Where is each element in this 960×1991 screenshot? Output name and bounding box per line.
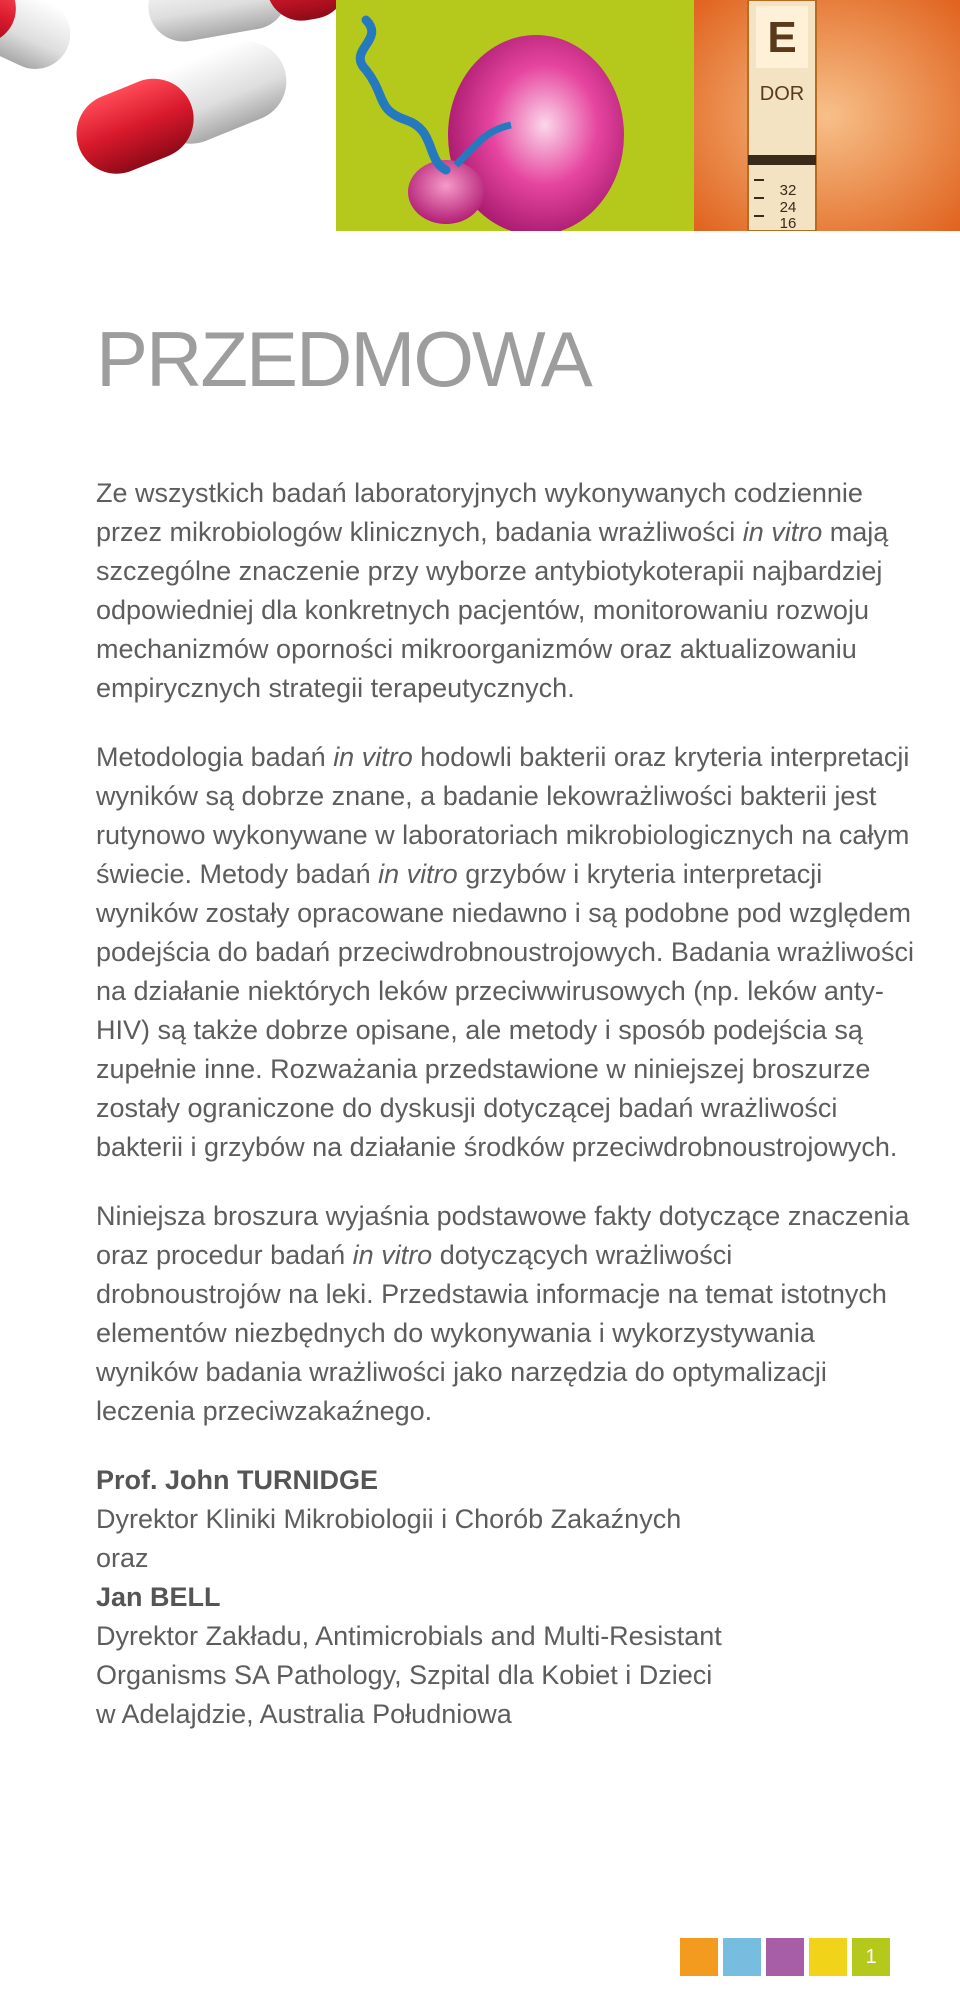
color-square-yellow — [809, 1938, 847, 1976]
strip-number-1: 32 — [779, 182, 797, 199]
author-2-name: Jan BELL — [96, 1582, 221, 1612]
header-banner — [0, 0, 960, 231]
signature-connector: oraz — [96, 1543, 149, 1573]
color-square-orange — [680, 1938, 718, 1976]
strip-letter: E — [767, 13, 797, 62]
paragraph-1 — [96, 474, 916, 708]
signature-block — [96, 1461, 916, 1734]
strip-number-2: 24 — [779, 199, 797, 216]
paragraph-2 — [96, 738, 916, 1167]
author-2-role-line: w Adelajdzie, Australia Południowa — [96, 1699, 512, 1729]
text-segment: Niniejsza broszura wyjaśnia podstawowe fakty dotyczące znaczenia oraz procedur badań — [96, 1201, 910, 1270]
color-square-purple — [766, 1938, 804, 1976]
italic-term: in vitro — [378, 859, 458, 889]
italic-term: in vitro — [333, 742, 413, 772]
strip-label: DOR — [759, 83, 805, 105]
etest-strip-image — [694, 0, 960, 231]
italic-term: in vitro — [742, 517, 823, 547]
author-2-role-line: Organisms SA Pathology, Szpital dla Kobiet i Dzieci — [96, 1660, 713, 1690]
italic-term: in vitro — [352, 1240, 433, 1270]
paragraph-3 — [96, 1197, 916, 1431]
author-2-role-line: Dyrektor Zakładu, Antimicrobials and Multi-Resistant — [96, 1621, 722, 1651]
text-segment: grzybów i kryteria interpretacji wyników zostały opracowane niedawno i są podobne pod względem podejścia do badań przeciwdrobnoustrojowych. Badania wrażliwości na działanie niektórych leków przeciwwirusowych (np. leków anty-HIV) są także dobrze opisane, ale metody i sposób podejścia są zupełnie inne. Rozważania przedstawione w niniejszej broszurze zostały ograniczone do dyskusji dotyczącej badań wrażliwości bakterii i grzybów na działanie środków przeciwdrobnoustrojowych. — [96, 859, 914, 1162]
text-segment: hodowli bakterii oraz kryteria interpretacji wyników są dobrze znane, a badanie lekowrażliwości bakterii jest rutynowo wykonywane w laboratoriach mikrobiologicznych na całym świecie. Metody badań — [96, 742, 910, 889]
pills-image — [0, 0, 336, 231]
text-segment: mają szczególne znaczenie przy wyborze antybiotykoterapii najbardziej odpowiedniej dla konkretnych pacjentów, monitorowaniu rozwoju mechanizmów oporności mikroorganizmów oraz aktualizowaniu empirycznych strategii terapeutycznych. — [96, 517, 889, 703]
author-1-name: Prof. John TURNIDGE — [96, 1465, 378, 1495]
microorganism-image — [336, 0, 694, 231]
body-text — [96, 474, 916, 1734]
text-segment: Metodologia badań — [96, 742, 334, 772]
page-title: PRZEDMOWA — [96, 315, 591, 403]
page-number: 1 — [852, 1938, 890, 1976]
color-square-blue — [723, 1938, 761, 1976]
text-segment: Ze wszystkich badań laboratoryjnych wykonywanych codziennie przez mikrobiologów klinicznych, badania wrażliwości — [96, 478, 863, 547]
strip-number-3: 16 — [779, 215, 797, 231]
text-segment: dotyczących wrażliwości drobnoustrojów na leki. Przedstawia informacje na temat istotnych elementów niezbędnych do wykonywania i wykorzystywania wyników badania wrażliwości jako narzędzia do optymalizacji leczenia przeciwzakaźnego. — [96, 1240, 887, 1426]
author-1-role: Dyrektor Kliniki Mikrobiologii i Chorób Zakaźnych — [96, 1504, 682, 1534]
